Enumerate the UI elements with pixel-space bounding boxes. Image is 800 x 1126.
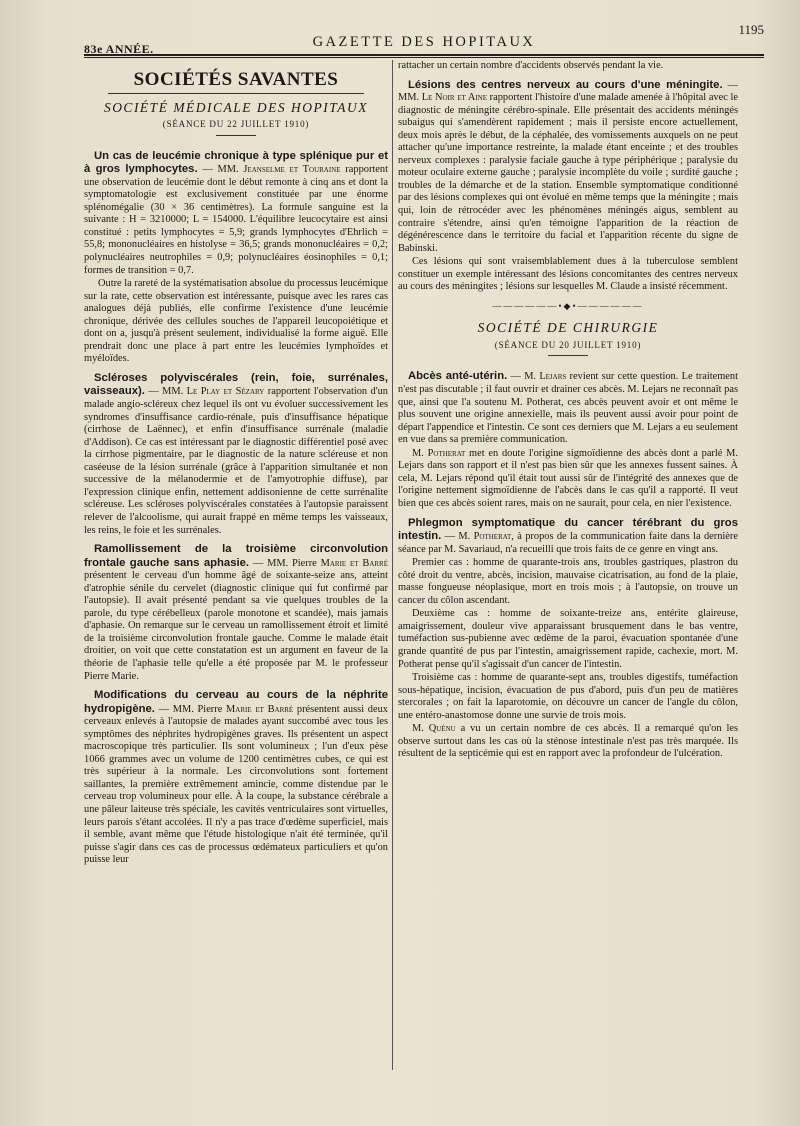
article-scleroses <box>84 372 388 537</box>
author-names: Marie et Barré <box>320 557 388 569</box>
section-rule <box>108 93 364 94</box>
author-prefix: — MM. Pierre <box>154 703 227 715</box>
article-abces <box>398 370 738 446</box>
article-paragraph: Premier cas : homme de quarante-trois ans, troubles gastriques, plastron du côté droit du ventre, abcès, incision, mauvaise cicatrisation, au fond de la plaie, masse fongueuse néoplasique, mort en trois mois ; à l'autopsie, on trouve un cancer du côlon ascendant. <box>398 557 738 606</box>
column-divider <box>392 60 393 1070</box>
article-text: présentent aussi deux cerveaux enlevés à l'autopsie de malades ayant succombé avec tous les symptômes des néphrites hydropigènes graves. Ils présentent un aspect macroscopique très particulier. Ils sont volumineux ; l'un d'eux pèse 1066 grammes avec un volume de 1200 centimètres cubes, ce qui est très supérieur à la normale. Les circonvolutions sont fortement saillantes, la première extrêmement amincie, comme distendue par le cerveau trop volumineux pour elle. À la coupe, la substance cérébrale a une pâleur laiteuse très spéciale, les cavités ventriculaires sont virtuelles, leurs parois s'étant accolées. Il n'y a pas trace d'œdème superficiel, mais il semble, avant même que l'étude histologique n'ait été terminée, qu'il puisse s'agir dans ces cas de processus œdémateux particuliers et qu'on puisse leur <box>84 703 388 866</box>
author-names: Le Noir et Aine <box>421 92 487 104</box>
author-prefix: M. <box>412 447 428 459</box>
author-prefix: — MM. <box>197 164 244 176</box>
section-title: SOCIÉTÉS SAVANTES <box>133 69 339 90</box>
article-text: présentent le cerveau d'un homme âgé de soixante-seize ans, atteint d'atrophie sénile du cervelet (diagnostic clinique qui fut confirmé par l'autopsie). Il avait présenté pendant sa vie quelques troubles de la parole, du type cérébelleux (parole monotone et scandée), mais jamais d'aphasie. On remarque sur le cerveau un ramollissement étroit et limité de la troisième circonvolution frontale gauche. Comme le malade était droitier, on voit que cette constatation est un argument en faveur de la théorie de l'aphasie telle qu'elle a été proposée par M. le professeur Pierre Marie. <box>84 570 388 682</box>
article-paragraph: Ces lésions qui sont vraisemblablement dues à la tuberculose semblent constituer un exemple intéressant des lésions concomitantes des centres nerveux au cours des méningites ; lésions sur lesquelles M. Claude a insisté récemment. <box>398 256 738 293</box>
article-leucemie <box>84 150 388 277</box>
article-text: revient sur cette question. Le traitement n'est pas discutable ; il faut ouvrir et drainer ces abcès. M. Lejars ne reconnaît pas que, ainsi que l'a soutenu M. Potherat, ces abcès peuvent avoir et ont même le plus souvent une origine annexielle, mais ils peuvent aussi avoir pour point de départ l'appendice et l'intestin. Ce sont ces derniers que M. Lejars a eu seulement en vue dans sa première communication. <box>398 371 738 446</box>
page-number: 1195 <box>738 22 764 37</box>
author-prefix: M. <box>412 723 429 735</box>
author-names: Potherat <box>427 447 466 459</box>
article-heading: Un cas de leucémie chronique à type splénique pur et à gros lymphocytes. <box>84 149 388 176</box>
article-modifications-cerveau <box>84 689 388 867</box>
society-title: SOCIÉTÉ DE CHIRURGIE <box>477 320 659 336</box>
author-prefix: — MM. <box>398 79 738 104</box>
article-text: met en doute l'origine sigmoïdienne des abcès dont a parlé M. Lejars dans son rapport et il n'est pas bien sûr que les annexes fussent saines. À cela, M. Lejars répond qu'il était tout aussi sûr de l'intégrité des annexes que de l'origine nettement sigmoïdienne de l'abcès dans le cas qu'il a rapporté. Il veut bien que ces abcès soient rares, mais on ne saurait, pour cela, en nier l'existence. <box>398 447 738 509</box>
article-ramollissement <box>84 543 388 683</box>
short-rule <box>216 135 256 136</box>
volume-year: 83e ANNÉE. <box>84 42 154 56</box>
session-date: (SÉANCE DU 22 JUILLET 1910) <box>162 119 310 130</box>
author-prefix: — M. <box>507 371 540 383</box>
article-heading: Lésions des centres nerveux au cours d'une méningite. <box>408 78 723 91</box>
article-heading: Scléroses polyviscérales (rein, foie, surrénales, vaisseaux). <box>84 371 388 398</box>
article-text: rapportent l'histoire d'une malade amenée à l'hôpital avec le diagnostic de méningite cérébro-spinale. Elle présentait des accidents méningés subaigus qui s'amendèrent rapidement ; mais il persiste encore actuellement, deux mois après le début, de la céphalée, des vomissements auxquels on ne peut attacher qu'une importance restreinte, la malade étant enceinte ; et des troubles nerveux complexes : paralysie faciale gauche à type périphérique ; paralysie du moteur oculaire externe gauche ; paralysie incomplète du voile ; surdité gauche ; troubles de la démarche et de la station. Ensemble symptomatique conditionné par des lésions complexes qui ont évolué en même temps que la méningite ; mais qui, loin de rétrocéder avec les phénomènes méningés aigus, semblent au contraire s'étendre, ainsi qu'en témoigne l'apparition de la réaction de dégénérescence dans le territoire du facial et l'apparition récente du signe de Babinski. <box>398 92 738 254</box>
continued-paragraph: rattacher un certain nombre d'accidents observés pendant la vie. <box>398 60 664 71</box>
author-names: Le Play et Sézary <box>186 386 265 398</box>
left-column <box>84 62 388 868</box>
article-paragraph: Outre la rareté de la systématisation absolue du processus leucémique sur la rate, cette observation est intéressante, puisque avec les rares cas analogues déjà publiés, elle confirme l'existence d'une leucémie chronique, dérivée des cellules souches de l'appareil leucopoiétique et dont on a, jusqu'à présent seulement, individualisé la forme aiguë. Elle prendrait donc une place à part entre les leucémies lymphoïdes et myéloïdes. <box>84 278 388 365</box>
author-prefix: — MM. <box>144 386 187 398</box>
article-text: rapportent une observation de leucémie dont le début remonte à cinq ans et dont la symptomatologie est exclusivement constituée par une énorme splénomégalie (30 × 36 centimètres). La formule sanguine est la suivante : H = 3210000; L = 154000. L'équilibre leucocytaire est ainsi constitué : petits lymphocytes = 5,9; grands lymphocytes d'Ehrlich = 55,8; mononucléaires en histolyse = 36,5; grands mononucléaires = 0,2; polynucléaires neutrophiles = 0,9; polynucléaires éosinophiles = 0,1; formes de transition = 0,7. <box>84 164 389 276</box>
header-rule <box>84 54 764 58</box>
article-phlegmon <box>398 517 738 557</box>
author-prefix: — MM. Pierre <box>249 557 321 569</box>
article-paragraph <box>398 723 738 761</box>
right-column <box>398 60 738 762</box>
article-meningite <box>398 79 738 256</box>
session-date: (SÉANCE DU 20 JUILLET 1910) <box>494 339 642 350</box>
journal-title: GAZETTE DES HOPITAUX <box>312 34 536 50</box>
article-text: rapportent l'observation d'un malade angio-scléreux chez lequel ils ont vu évoluer successivement les syndromes d'insuffisance cardio-rénale, puis d'insuffisance hépatique (cirrhose de Laënnec), et enfin d'insuffisance surrénale (maladie d'Addison). Ce cas est intéressant par le diagnostic différentiel posé avec la cirrhose pigmentaire, par le diagnostic de la nature scléreuse et non caséeuse de la lésion surrénale (grâce à l'apparition simultanée et non successive de la mélanodermie et de l'amyotrophie diffuse), par l'expression clinique enfin, nettement addisonienne de cette surrénalite scléreuse. Les scléroses polyviscérales constatées à l'autopsie paraissent relever de l'alcoolisme, qui aurait frappé en même temps les vaisseaux, les reins, le foie et les surrénales. <box>84 386 388 536</box>
short-rule <box>548 355 588 356</box>
author-names: Potherat <box>473 531 512 543</box>
article-paragraph: Deuxième cas : homme de soixante-treize ans, entérite glaireuse, amaigrissement, douleur vive apparaissant brusquement dans le bas ventre, tuméfaction sus-pubienne avec œdème de la paroi, évacuation spontanée d'une grande quantité de pus par l'intestin, amaigrissement rapide, cachexie, mort. M. Potherat pense qu'il s'agissait d'un cancer de l'intestin. <box>398 608 738 670</box>
ornament-separator: ——————•◆•—————— <box>492 300 644 311</box>
author-names: Jeanselme et Touraine <box>243 164 341 176</box>
article-heading: Abcès anté-utérin. <box>408 370 508 383</box>
article-heading: Modifications du cerveau au cours de la néphrite hydropigène. <box>84 689 388 715</box>
society-title: SOCIÉTÉ MÉDICALE DES HOPITAUX <box>103 99 369 115</box>
author-names: Lejars <box>539 371 567 383</box>
article-heading: Phlegmon symptomatique du cancer térébrant du gros intestin. <box>398 516 738 543</box>
article-text: , à propos de la communication faite dans la dernière séance par M. Savariaud, n'a recueilli que trois faits de ce genre en vingt ans. <box>398 531 738 555</box>
article-heading: Ramollissement de la troisième circonvolution frontale gauche sans aphasie. <box>84 543 388 569</box>
author-names: Marie et Barré <box>226 703 294 715</box>
article-text: a vu un certain nombre de ces abcès. Il a remarqué qu'on les observe surtout dans les cas où la sténose intestinale n'est pas très marquée. Ils résultent de la septicémie qui est en rapport avec la profondeur de l'ulcération. <box>398 723 738 760</box>
article-paragraph: Troisième cas : homme de quarante-sept ans, troubles digestifs, tuméfaction sous-hépatique, incision, évacuation de pus d'abord, puis d'un peu de matières stercorales ; on fait la laparotomie, on découvre un cancer de l'angle du côlon, une entéro-anastomose donne une survie de trois mois. <box>398 672 738 721</box>
author-prefix: — M. <box>441 531 474 543</box>
article-paragraph <box>398 448 738 511</box>
author-names: Quénu <box>428 723 456 735</box>
